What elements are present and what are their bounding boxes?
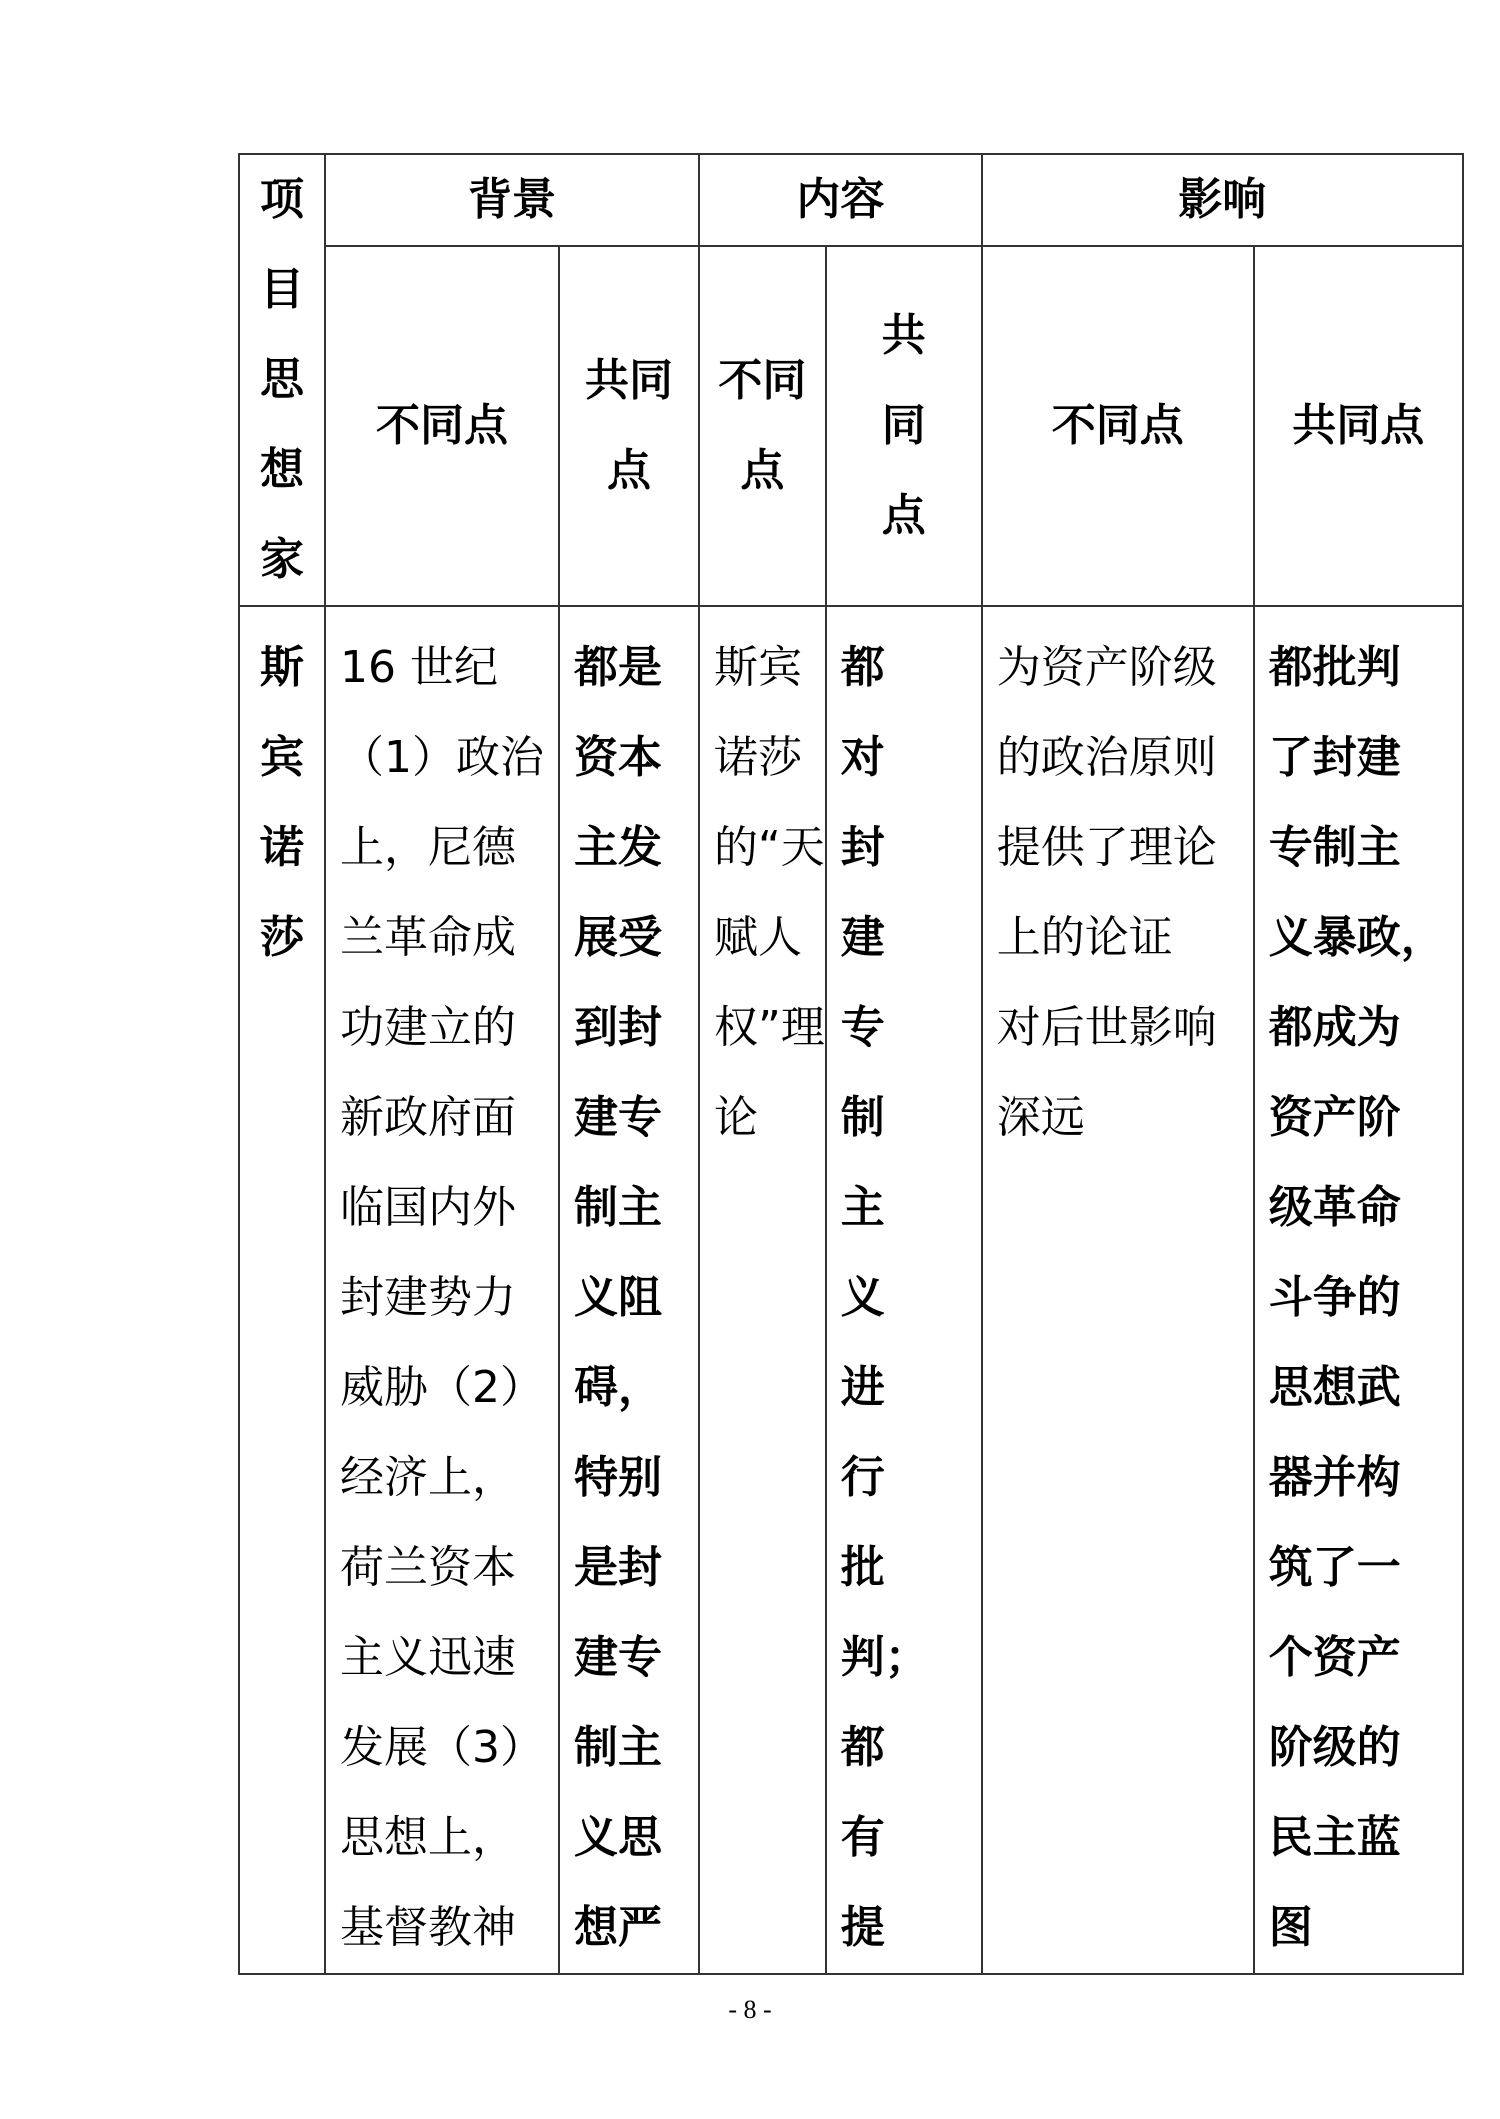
cell-line: 了封建 (1268, 732, 1401, 783)
cell-line: 展受 (574, 912, 662, 963)
cell-line: 斗争的 (1268, 1272, 1401, 1323)
cell-line: 上的论证 (996, 912, 1173, 963)
cell-line: 进 (840, 1362, 885, 1413)
cell-line: 级革命 (1268, 1182, 1401, 1233)
header-line: 共同 (585, 355, 673, 407)
content-diff-cell (699, 606, 826, 1974)
subheader-content-common (826, 246, 982, 606)
comparison-table (238, 153, 1464, 1975)
cell-line: 临国内外 (340, 1182, 516, 1233)
header-line: 共 (881, 310, 926, 362)
cell-line: 都 (840, 642, 885, 693)
cell-line: 到封 (574, 1002, 662, 1053)
cell-line: 经济上， (340, 1452, 516, 1503)
cell-line: 对 (840, 732, 885, 783)
cell-line: 义暴政， (1268, 912, 1445, 963)
cell-line: 制 (840, 1092, 885, 1143)
cell-line: 特别 (574, 1452, 662, 1503)
corner-header-char: 家 (260, 534, 304, 585)
page-number: - 8 - (728, 1995, 772, 2024)
cell-line: 器并构 (1268, 1452, 1401, 1503)
influence-common-cell (1254, 606, 1463, 1974)
cell-line: 行 (840, 1452, 885, 1503)
cell-line: 想严 (574, 1902, 662, 1953)
group-header-content: 内容 (699, 154, 982, 246)
cell-line: 制主 (574, 1722, 662, 1773)
cell-line: 深远 (996, 1092, 1085, 1143)
cell-line: 功建立的 (340, 1002, 516, 1053)
cell-line: 建专 (574, 1092, 662, 1143)
corner-header-char: 思 (260, 354, 304, 405)
corner-header (239, 154, 325, 606)
cell-line: 权”理 (714, 1002, 825, 1053)
background-common-cell (559, 606, 699, 1974)
cell-line: 制主 (574, 1182, 662, 1233)
cell-line: 封建势力 (340, 1272, 516, 1323)
cell-line: 的“天 (714, 822, 825, 873)
corner-header-char: 想 (260, 444, 304, 495)
header-line: 不同 (718, 355, 807, 407)
cell-line: 为资产阶级 (996, 642, 1217, 693)
subheader-content-diff (699, 246, 826, 606)
cell-line: 图 (1268, 1902, 1313, 1953)
cell-line: 都 (840, 1722, 885, 1773)
thinker-char: 诺 (260, 822, 304, 873)
cell-line: 批 (840, 1542, 885, 1593)
cell-line: 是封 (574, 1542, 662, 1593)
cell-line: 主发 (574, 822, 662, 873)
header-line: 点 (740, 445, 785, 497)
cell-line: 都批判 (1268, 642, 1401, 693)
cell-line: 提供了理论 (996, 822, 1217, 873)
cell-line: 思想上， (340, 1812, 516, 1863)
subheader-influence-diff: 不同点 (982, 246, 1254, 606)
cell-line: 个资产 (1268, 1632, 1401, 1683)
cell-line: 威胁（2） (340, 1362, 544, 1413)
header-line: 点 (881, 490, 926, 542)
cell-line: 有 (840, 1812, 885, 1863)
group-header-background: 背景 (325, 154, 699, 246)
cell-line: 思想武 (1268, 1362, 1401, 1413)
cell-line: 新政府面 (340, 1092, 516, 1143)
cell-line: 对后世影响 (996, 1002, 1217, 1053)
background-diff-cell (325, 606, 559, 1974)
cell-line: 专制主 (1268, 822, 1401, 873)
thinker-char: 斯 (260, 642, 304, 693)
cell-line: 斯宾 (714, 642, 802, 693)
cell-line: （1）政治 (340, 732, 544, 783)
subheader-bg-common (559, 246, 699, 606)
thinker-name (239, 606, 325, 1974)
cell-line: 赋人 (714, 912, 802, 963)
cell-line: 都成为 (1268, 1002, 1401, 1053)
cell-line: 提 (840, 1902, 885, 1953)
table-row (239, 606, 1463, 1974)
cell-line: 民主蓝 (1268, 1812, 1401, 1863)
cell-line: 碍， (574, 1362, 662, 1413)
cell-line: 论 (714, 1092, 758, 1143)
header-line: 同 (881, 400, 926, 452)
cell-line: 资产阶 (1268, 1092, 1401, 1143)
cell-line: 都是 (574, 642, 662, 693)
corner-header-char: 项 (260, 174, 304, 225)
corner-header-char: 目 (260, 264, 304, 315)
cell-line: 建 (840, 912, 885, 963)
thinker-char: 莎 (260, 912, 304, 963)
cell-line: 兰革命成 (340, 912, 516, 963)
thinker-char: 宾 (260, 732, 304, 783)
cell-line: 主 (840, 1182, 885, 1233)
cell-line: 阶级的 (1268, 1722, 1401, 1773)
cell-line: 诺莎 (714, 732, 802, 783)
cell-line: 判； (840, 1632, 929, 1683)
cell-line: 16 世纪 (340, 642, 498, 693)
cell-line: 义阻 (574, 1272, 662, 1323)
cell-line: 发展（3） (340, 1722, 544, 1773)
cell-line: 资本 (574, 732, 662, 783)
cell-line: 主义迅速 (340, 1632, 516, 1683)
subheader-bg-diff: 不同点 (325, 246, 559, 606)
header-line: 点 (607, 445, 651, 497)
cell-line: 建专 (574, 1632, 662, 1683)
influence-diff-cell (982, 606, 1254, 1974)
cell-line: 专 (840, 1002, 885, 1053)
group-header-influence: 影响 (982, 154, 1463, 246)
cell-line: 的政治原则 (996, 732, 1217, 783)
cell-line: 基督教神 (340, 1902, 516, 1953)
cell-line: 荷兰资本 (340, 1542, 516, 1593)
cell-line: 筑了一 (1268, 1542, 1401, 1593)
content-common-cell (826, 606, 982, 1974)
cell-line: 义思 (574, 1812, 662, 1863)
cell-line: 义 (840, 1272, 885, 1323)
cell-line: 上，尼德 (340, 822, 516, 873)
cell-line: 封 (840, 822, 885, 873)
subheader-influence-common: 共同点 (1254, 246, 1463, 606)
